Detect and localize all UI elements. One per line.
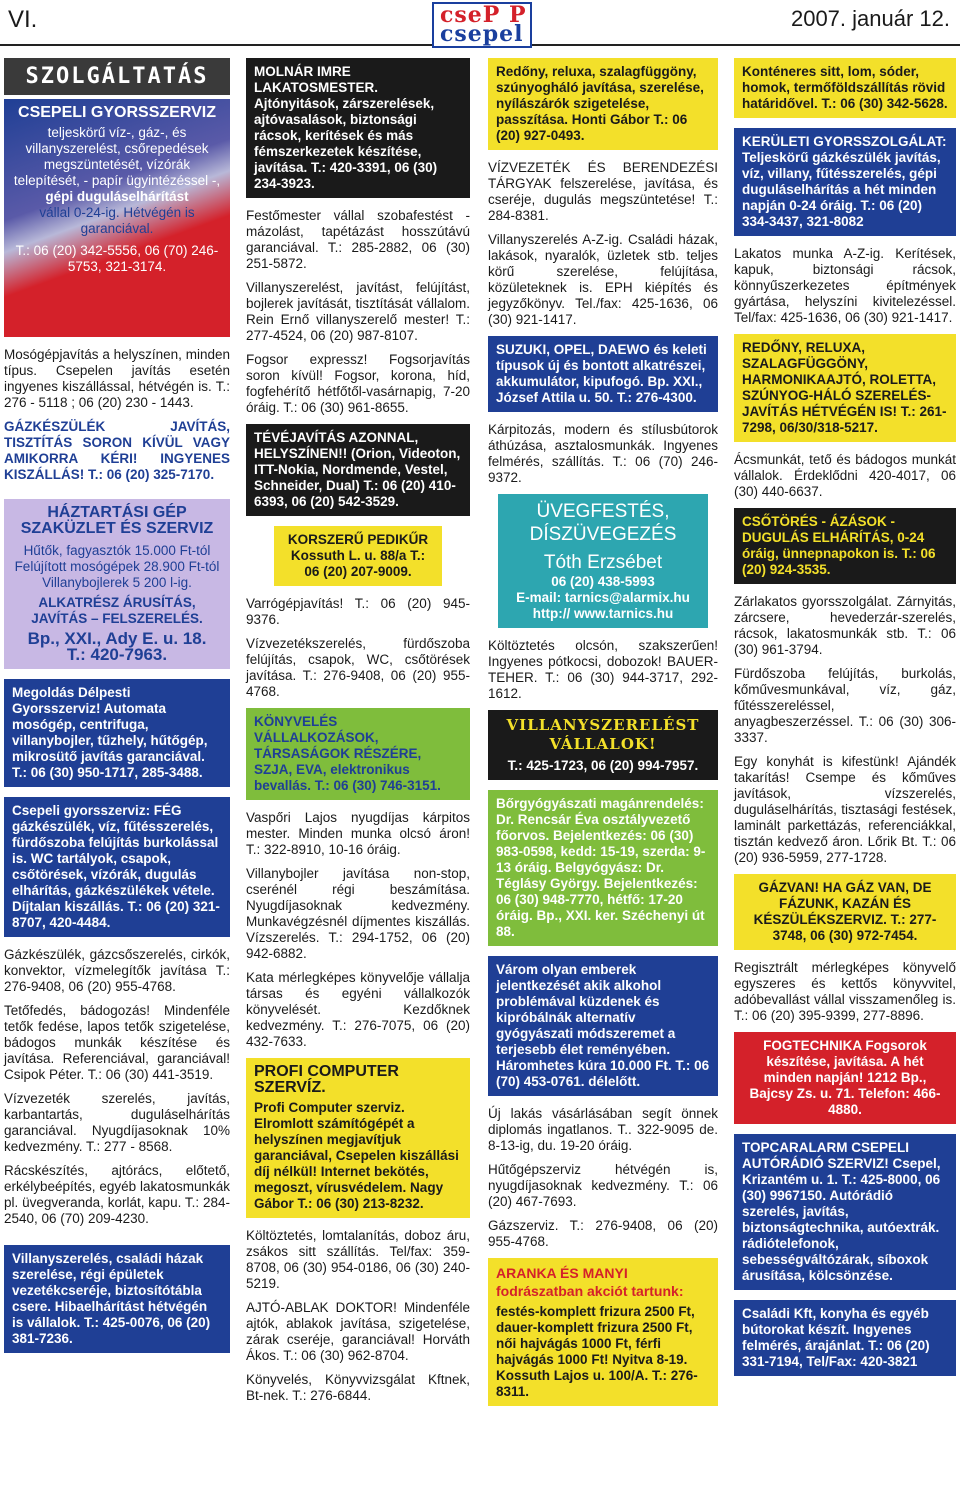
vizvezetek-ad: Vízvezeték szerelés, javítás, karbantartás, duguláselhárítás garanciával. Nyugdíjasoknak 10% kedvezmény. T.: 277 - 8568. (4, 1091, 230, 1154)
villanyszerelest-vallalok-ad (488, 710, 718, 780)
mosogep-ad: Mosógépjavítás a helyszínen, minden típus. Csepelen javítás esetén ingyenes kiszállással, hétvégén is. T.: 276 - 5118 ; 06 (20) 230 - 1443. (4, 347, 230, 410)
tevejavitas-ad: TÉVÉJAVÍTÁS AZONNAL, HELYSZÍNEN!! (Orion, Videoton, ITT-Nokia, Nordmende, Vestel, Schneider, Dual) T.: 06 (20) 410-6393, 06 (20) 542-3529. (246, 424, 470, 516)
column-4 (734, 58, 956, 1386)
regisztralt-konyvelo-ad: Regisztrált mérlegképes könyvelő egyszeres és kettős könyvvitel, adóbevallást vállal visszamenőleg is. T.: 06 (20) 395-9399, 277-8896. (734, 960, 956, 1023)
ajto-ablak-ad: AJTÓ-ABLAK DOKTOR! Mindenféle ajtók, ablakok javítása, szigetelése, zárak cseréje, garanciával! Horváth Ákos. T.: 06 (30) 962-8704. (246, 1300, 470, 1363)
pedikur-ad: KORSZERŰ PEDIKŰR Kossuth L. u. 88/a T.: 06 (20) 207-9009. (274, 526, 442, 586)
hg-line-3: Villanybojlerek 5 200 l-ig. (42, 575, 192, 590)
profi-computer-ad (246, 1058, 470, 1218)
redony-ad: Redőny, reluxa, szalagfüggöny, szúnyogháló javítása, szerelése, nyílászárók szigetelése, passzítása. Honti Gábor T.: 06 (20) 927-0493. (488, 58, 718, 150)
gazvan-ad: GÁZVAN! HA GÁZ VAN, DE FÁZUNK, KAZÁN ÉS KÉSZÜLÉKSZERVIZ. T.: 277-3748, 06 (30) 972-7454. (734, 874, 956, 950)
villanyszereles-ad: Villanyszerelést, javítást, felújítást, bojlerek javítását, tisztítását vállalom. Rein Ernő villanyszerelő mester! T.: 277-4524, 06 (20) 987-8107. (246, 280, 470, 343)
ad-rest: vállal 0-24-ig. Hétvégén is garanciával. (39, 205, 195, 236)
column-2 (246, 58, 470, 1412)
konyveles-kft-ad: Könyvelés, Könyvvizsgálat Kftnek, Bt-nek. T.: 276-6844. (246, 1372, 470, 1403)
villanyszereles-ad: Villanyszerelés, családi házak szerelése, régi épületek vezetékcseréje, biztosítótábla csere. Hibaelhárítást hétvégén is vállalok. T.: 425-0076, 06 (20) 381-7236. (4, 1245, 230, 1353)
ad-phone: T.: 06 (20) 342-5556, 06 (70) 246-5753, 321-3174. (15, 243, 219, 274)
aranka-manyi-ad (488, 1258, 718, 1406)
vill-title: VILLANYSZERELÉST VÁLLALOK! (506, 716, 700, 753)
ad-title: CSEPELI GYORSSZERVIZ (18, 104, 216, 121)
furdoszoba-ad: Fürdőszoba felújítás, burkolás, kőművesmunkával, víz, gáz, fűtésszereléssel, anyagbeszerzéssel. T.: 06 (30) 306-3337. (734, 666, 956, 745)
page-header (0, 0, 960, 46)
page-number: VI. (8, 6, 38, 33)
profi-body: Profi Computer szerviz. Elromlott számítógépét a helyszínen megjavítjuk garanciával, Csepelen kiszállási díj nélkül! Internet bekötés, megoszt, vírusvédelem. Nagy Gábor T.: 06 (30) 213-8232. (254, 1100, 459, 1211)
suzuki-opel-ad: SUZUKI, OPEL, DAEWO és keleti típusok új és bontott alkatrészei, akkumulátor, kipufogó. Bp. XXI., József Attila u. 50. T.: 276-4300. (488, 336, 718, 412)
logo-bottom-text: csepel (440, 21, 524, 47)
logo-top-text: cseP P (440, 2, 527, 28)
gazkeszulek-ad: GÁZKÉSZÜLÉK JAVÍTÁS, TISZTÍTÁS SORON KÍVÜL VAGY AMIKORRA KÉRI! INGYENES KISZÁLLÁS! T.: 06 (20) 325-7170. (4, 419, 230, 482)
vizvezetek-ad: Vízvezetékszerelés, fürdőszoba felújítás, csapok, WC, csőtörések javítása. T.: 276-9408, 06 (20) 955-4768. (246, 636, 470, 699)
hg-line-2: Felújított mosógépek 28.900 Ft-tól (14, 559, 220, 574)
vill-phone: T.: 425-1723, 06 (20) 994-7957. (507, 758, 699, 773)
karpitozas-ad: Kárpitozás, modern és stílusbútorok áthúzása, asztalosmunkák. Ingyenes felmérés, szállítás. T.: 06 (70) 246-9372. (488, 422, 718, 485)
gazszerviz-ad: Gázszerviz. T.: 276-9408, 06 (20) 955-4768. (488, 1218, 718, 1249)
tetofedes-ad: Tetőfedés, bádogozás! Mindenféle tetők fedése, lapos tetők szigetelése, bádogos munkák készítése és javítása. Referenciával, garanciával! Csipok Péter. T.: 06 (30) 441-3519. (4, 1003, 230, 1082)
acsmunka-ad: Ácsmunkát, tető és bádogos munkát vállalok. Érdeklődni 420-4017, 06 (30) 440-6637. (734, 452, 956, 499)
delpesti-ad: Megoldás Délpesti Gyorsszerviz! Automata mosógép, centrifuga, villanybojler, tűzhely, hűtőgép, mikrosütő javítás garanciával. T.: 06 (30) 950-1717, 285-3488. (4, 679, 230, 787)
koltoztetes-ad: Költöztetés, lomtalanítás, doboz áru, zsákos sitt szállítás. Tel/fax: 359-8708, 06 (30) 954-0186, 06 (30) 240-5219. (246, 1228, 470, 1291)
villanybojler-ad: Villanybojler javítása non-stop, cserénél régi beszámítása. Nyugdíjasoknak kedvezmény. Munkavégzésnél díjmentes kiszállás. Vízszerelés. T.: 294-1752, 06 (20) 942-6882. (246, 866, 470, 961)
haztartasi-gep-ad (4, 499, 230, 669)
hg-line-4: ALKATRÉSZ ÁRUSÍTÁS, JAVÍTÁS – FELSZERELÉS. (31, 595, 203, 626)
alkohol-ad: Várom olyan emberek jelentkezését akik alkohol problémával küzdenek és kipróbálnák alternatív gyógyászati módszeremet a terjesebb élet reményében. Háromhetes kúra 10.000 Ft. T.: 06 (70) 453-0761. délelőtt. (488, 956, 718, 1096)
issue-date: 2007. január 12. (790, 6, 950, 31)
fogtechnika-ad: FOGTECHNIKA Fogsorok készítése, javítása. A hét minden napján! 1212 Bp., Bajcsy Zs. u. 71. Telefon: 466-4880. (734, 1032, 956, 1124)
hg-line-1: Hűtők, fagyasztók 15.000 Ft-tól (23, 543, 211, 558)
konyveles-ad: KÖNYVELÉS VÁLLALKOZÁSOK, TÁRSASÁGOK RÉSZÉRE, SZJA, EVA, elektronikus bevallás. T.: 06 (30) 746-3151. (246, 708, 470, 800)
karpitos-ad: Vaspőri Lajos nyugdíjas kárpitos mester. Minden munka olcsó áron! T.: 322-8910, 10-16 óráig. (246, 810, 470, 857)
uveg-phone: 06 (20) 438-5993 (551, 574, 655, 589)
konyha-festes-ad: Egy konyhát is kifestünk! Ajándék takarítás! Csempe és kőműves javítások, vízszerelés, duguláselhárítás, tisztasági festések, laminált parkettázás, referenciákkal, tisztán kedvező áron. Lőrik Bt. T.: 06 (20) 936-5959, 277-1728. (734, 754, 956, 865)
borgyogyaszat-ad: Bőrgyógyászati magánrendelés: Dr. Rencsár Éva osztályvezető főorvos. Bejelentkezés: 06 (30) 983-0598, kedd: 15-19, szerda: 9-13 óráig. Belgyógyász: Dr. Téglásy György. Bejelentkezés: 06 (30) 948-7770, hétfő: 17-20 óráig. Bp., XXI. ker. Széchenyi út 88. (488, 790, 718, 946)
fogsor-ad: Fogsor expressz! Fogsorjavítás soron kívül! Fogsor, korona, híd, fogfehérítő hétfőtől-vasárnapig, 7-20 óráig. T.: 06 (30) 961-8655. (246, 352, 470, 415)
section-title: SZOLGÁLTATÁS (4, 58, 230, 95)
koltoztetes-ad: Költöztetés olcsón, szakszerűen! Ingyenes pótkocsi, dobozok! BAUER-TEHER. T.: 06 (30) 944-3717, 292-1612. (488, 638, 718, 701)
molnar-imre-ad: MOLNÁR IMRE LAKATOSMESTER. Ajtónyitások, zárszerelések, ajtóvasalások, biztonsági rácsok, kerítések és más fémszerkezetek készítése, javítása. T.: 420-3391, 06 (30) 234-3923. (246, 58, 470, 198)
vizvezetek-berendezesi-ad: VÍZVEZETÉK ÉS BERENDEZÉSI TÁRGYAK felszerelése, javítása, és cseréje, dugulás megszüntetése! T.: 284-8381. (488, 160, 718, 223)
racskeszites-ad: Rácskészítés, ajtórács, előtető, erkélybeépítés, egyéb lakatosmunkák pl. üvegveranda, korlát, kapu. T.: 284-2540, 06 (70) 209-4230. (4, 1163, 230, 1226)
hutogep-ad: Hűtőgépszerviz hétvégén is, nyugdíjasoknak kedvezmény. T.: 06 (20) 467-7693. (488, 1162, 718, 1209)
csotores-ad: CSŐTÖRÉS - ÁZÁSOK - DUGULÁS ELHÁRÍTÁS, 0-24 óráig, ünnepnapokon is. T.: 06 (20) 924-3535. (734, 508, 956, 584)
ad-bold: gépi duguláselhárítást (45, 189, 189, 204)
column-3 (488, 58, 718, 1416)
profi-title: PROFI COMPUTER SZERVÍZ. (254, 1063, 399, 1096)
hg-title: HÁZTARTÁSI GÉP SZAKÜZLET ÉS SZERVIZ (20, 504, 214, 537)
hg-phone: T.: 420-7963. (66, 645, 168, 664)
csaladi-kft-ad: Családi Kft, konyha és egyéb bútorokat készít. Ingyenes felmérés, árajánlat. T.: 06 (20) 331-7194, Tel/Fax: 420-3821 (734, 1300, 956, 1376)
csepeli-gyorsszerviz-ad (4, 99, 230, 337)
festomester-ad: Festőmester vállal szobafestést - mázolást, tapétázást hosszútávú garanciával. T.: 285-2882, 06 (30) 251-5872. (246, 208, 470, 271)
uveg-name: Tóth Erzsébet (543, 552, 663, 573)
kontener-ad: Konténeres sitt, lom, sóder, homok, termőföldszállítás rövid határidővel. T.: 06 (30) 342-5628. (734, 58, 956, 118)
redony-reluxa-ad: REDŐNY, RELUXA, SZALAGFÜGGÖNY, HARMONIKAAJTÓ, ROLETTA, SZÚNYOG-HÁLÓ SZERELÉS-JAVÍTÁS HÉTVÉGÉN IS! T.: 261-7298, 06/30/318-5217. (734, 334, 956, 442)
lakatos-ad: Lakatos munka A-Z-ig. Kerítések, kapuk, biztonsági rácsok, könnyűszerkezetes építmények gyártása, helyszíni kivitelezéssel. Tel/fax: 425-1636, 06 (30) 921-1417. (734, 246, 956, 325)
hg-address: Bp., XXI., Ady E. u. 18. (27, 629, 207, 648)
uveg-web: http:// www.tarnics.hu (532, 606, 674, 621)
topcaralarm-ad: TOPCARALARM CSEPELI AUTÓRÁDIÓ SZERVIZ! Csepel, Krizantém u. 1. T.: 425-8000, 06 (30) 9967150. Autórádió szerelés, javítás, biztonságtechnika, autóextrák. rádiótelefonok, sebességváltózárak, síboxok árusítása, kölcsönzése. (734, 1134, 956, 1290)
column-1 (4, 58, 230, 1363)
zarlakatos-ad: Zárlakatos gyorsszolgálat. Zárnyitás, zárcsere, hevederzár-szerelés, rácsok, lakatosmunkák stb. T.: 06 (30) 961-3794. (734, 594, 956, 657)
konyvelo-ad: Kata mérlegképes könyvelője vállalja társas és egyéni vállalkozók könyvelését. Kezdőknek kedvezmény. T.: 276-7075, 06 (20) 432-7633. (246, 970, 470, 1049)
ingatlan-ad: Új lakás vásárlásában segít önnek diplomás ingatlanos. T.. 322-9095 de. 8-13-ig, du. 19-20 óráig. (488, 1106, 718, 1153)
keruleti-gyorsszolgalat-ad: KERÜLETI GYORSSZOLGÁLAT: Teljeskörű gázkészülék javítás, víz, villany, fűtésszerelés, gépi duguláselhárítás a hét minden napján 0-24 óráig. T.: 06 (20) 334-3437, 321-8082 (734, 128, 956, 236)
uveg-title: ÜVEGFESTÉS, DÍSZÜVEGEZÉS (529, 501, 677, 545)
varrogep-ad: Varrógépjavítás! T.: 06 (20) 945-9376. (246, 596, 470, 627)
gazkeszulek-szereles-ad: Gázkészülék, gázcsőszerelés, cirkók, konvektor, vízmelegítők javítása T.: 276-9408, 06 (20) 955-4768. (4, 947, 230, 994)
uvegfestes-ad (498, 494, 708, 628)
aranka-title: ARANKA ÉS MANYI fodrászatban akciót tartunk: (496, 1265, 684, 1299)
ad-body: teljeskörű víz-, gáz-, és villanyszerelést, csőrepedések megszüntetését, vízórák telepítését, - papír ügyintézéssel -, (13, 125, 221, 188)
aranka-body: festés-komplett frizura 2500 Ft, dauer-komplett frizura 2500 Ft, női hajvágás 1000 Ft, férfi hajvágás 1000 Ft! Nyitva 8-19. Kossuth Lajos u. 100/A. T.: 276-8311. (496, 1304, 698, 1399)
feg-gaz-ad: Csepeli gyorsszerviz: FÉG gázkészülék, víz, fűtésszerelés, fürdőszoba felújítás burkolással is. WC tartályok, csapok, csőtörések, vízórák, dugulás elhárítás, gázkészülékek vétele. Díjtalan kiszállás. T.: 06 (20) 321-8707, 420-4484. (4, 797, 230, 937)
uveg-email: E-mail: tarnics@alarmix.hu (516, 590, 690, 605)
csepp-csepel-logo (432, 2, 532, 48)
villanyszereles-az-ad: Villanyszerelés A-Z-ig. Családi házak, lakások, nyaralók, üzletek stb. teljes körű szerelése, felújítása, közületeknek is. EPH kiépítés és jegyzőkönyv. Tel./fax: 425-1636, 06 (30) 921-1417. (488, 232, 718, 327)
